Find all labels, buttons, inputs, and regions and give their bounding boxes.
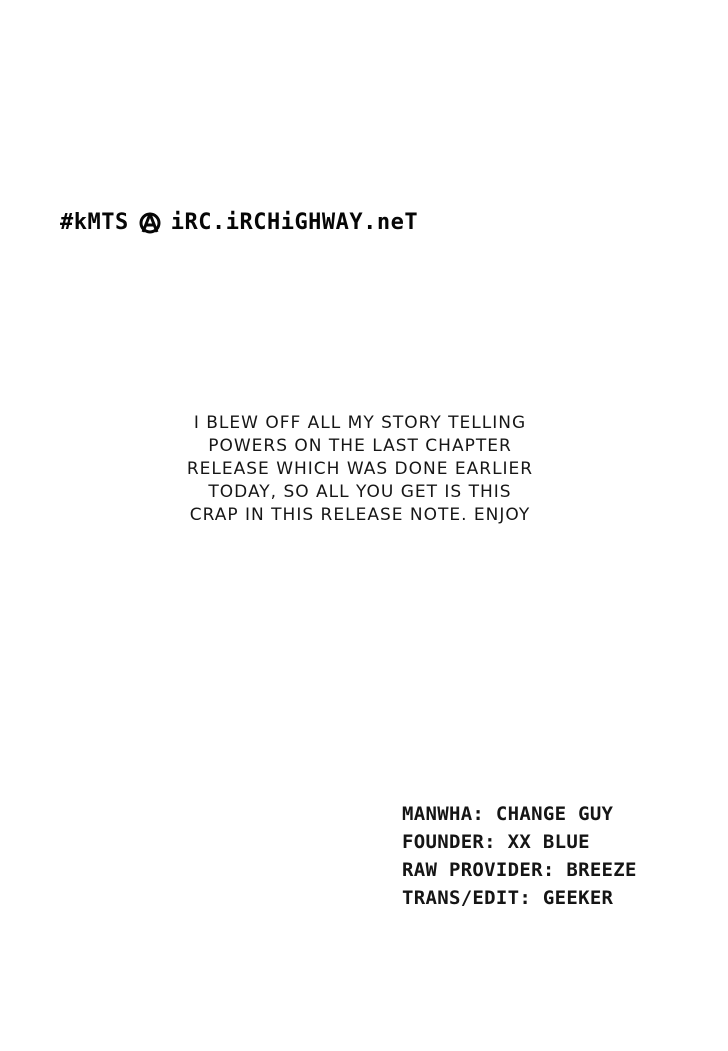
release-note (150, 412, 570, 527)
credit-founder: FOUNDER: XX BLUE (402, 831, 590, 853)
release-note-line: I BLEW OFF ALL MY STORY TELLING (193, 413, 527, 433)
release-note-line: RELEASE WHICH WAS DONE EARLIER (186, 459, 534, 479)
release-note-line: CRAP IN THIS RELEASE NOTE. ENJOY (189, 505, 531, 525)
credit-raw-provider: RAW PROVIDER: BREEZE (402, 859, 637, 881)
credits (402, 800, 702, 912)
credit-trans-edit: TRANS/EDIT: GEEKER (402, 887, 614, 909)
release-note-line: TODAY, SO ALL YOU GET IS THIS (208, 482, 512, 502)
release-note-line: POWERS ON THE LAST CHAPTER (208, 436, 512, 456)
anarchy-icon (139, 212, 161, 234)
credit-manwha: MANWHA: CHANGE GUY (402, 803, 614, 825)
channel-name: #kMTS (60, 210, 129, 235)
irc-channel-header (60, 210, 418, 235)
irc-server-address: iRC.iRCHiGHWAY.neT (170, 210, 419, 235)
